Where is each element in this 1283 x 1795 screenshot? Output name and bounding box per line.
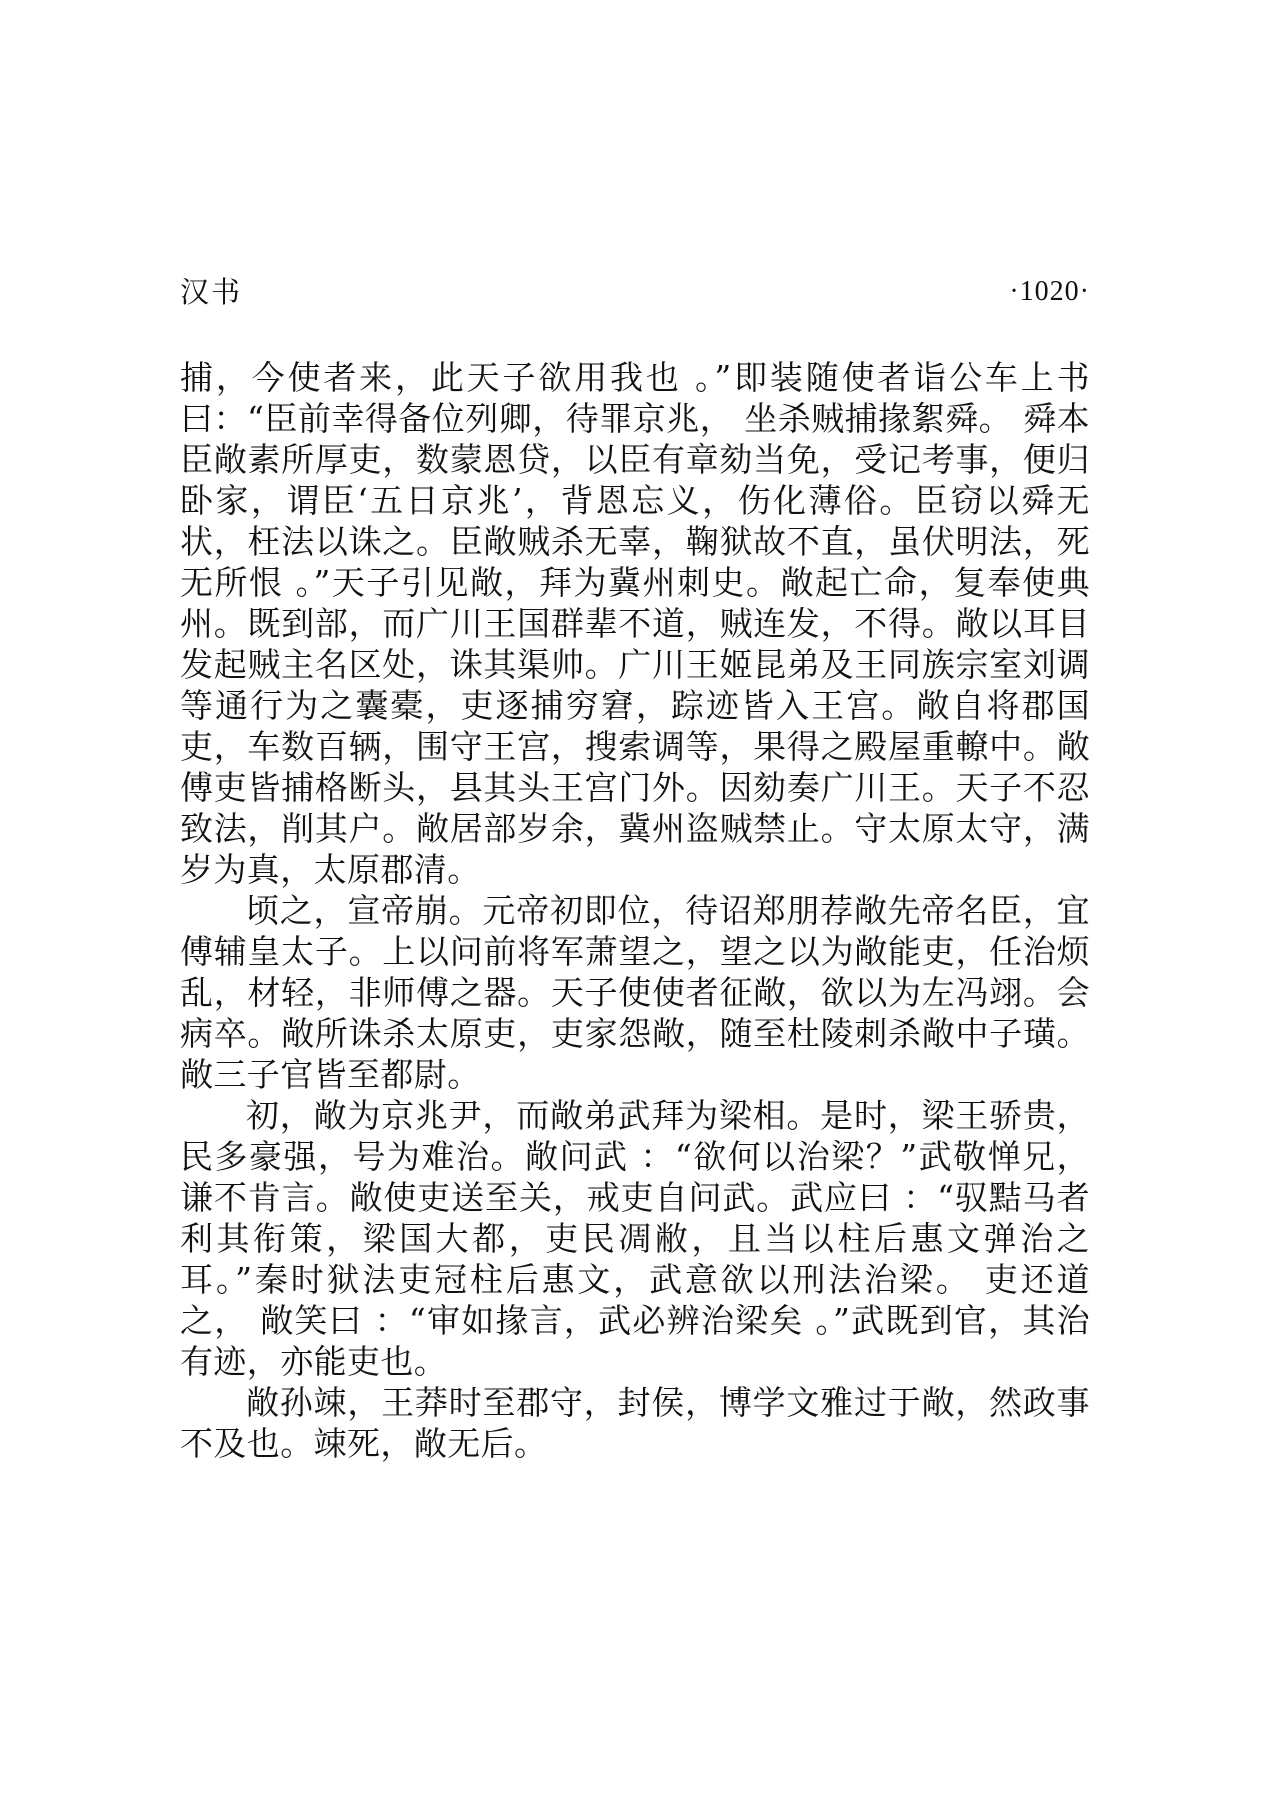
- book-title: 汉书: [180, 275, 243, 309]
- paragraph: 敞孙竦，王莽时至郡守，封侯，博学文雅过于敞，然政事不及也。竦死，敞无后。: [180, 1383, 1090, 1463]
- paragraph: 顷之，宣帝崩。元帝初即位，待诏郑朋荐敞先帝名臣，宜傅辅皇太子。上以问前将军萧望之，望之以为敞能吏，任治烦乱，材轻，非师傅之器。天子使使者征敞，欲以为左冯翊。会病卒。敞所诛杀太原吏，吏家怨敞，随至杜陵刺杀敞中子璜。敞三子官皆至都尉。: [180, 891, 1090, 1094]
- page-number: ·1020·: [1009, 276, 1090, 307]
- paragraph: 初，敞为京兆尹，而敞弟武拜为梁相。是时，梁王骄贵，民多豪强，号为难治。敞问武 ：“欲何以治梁？”武敬惮兄，谦不肯言。敞使吏送至关，戒吏自问武。武应曰 ：“驭黠马者利其衔策，梁国大都，吏民凋敝，且当以柱后惠文弹治之耳。”秦时狱法吏冠柱后惠文，武意欲以刑法治梁。 吏还道之， 敞笑曰 ：“审如掾言，武必辨治梁矣 。”武既到官，其治有迹，亦能吏也。: [180, 1096, 1090, 1381]
- running-header: [180, 272, 1090, 312]
- body-text: [180, 357, 1090, 1464]
- paragraph-continuation: 捕，今使者来，此天子欲用我也 。”即装随使者诣公车上书曰：“臣前幸得备位列卿，待罪京兆， 坐杀贼捕掾絮舜。 舜本臣敞素所厚吏，数蒙恩贷，以臣有章劾当免，受记考事，便归卧家，谓臣‘五日京兆’，背恩忘义，伤化薄俗。臣窃以舜无状，枉法以诛之。臣敞贼杀无辜，鞠狱故不直，虽伏明法，死无所恨 。”天子引见敞，拜为冀州刺史。敞起亡命，复奉使典州。既到部，而广川王国群辈不道，贼连发，不得。敞以耳目发起贼主名区处，诛其渠帅。广川王姬昆弟及王同族宗室刘调等通行为之囊橐，吏逐捕穷窘，踪迹皆入王宫。敞自将郡国吏，车数百辆，围守王宫，搜索调等，果得之殿屋重轑中。敞傅吏皆捕格断头，县其头王宫门外。因劾奏广川王。天子不忍致法，削其户。敞居部岁余，冀州盗贼禁止。守太原太守，满岁为真，太原郡清。: [180, 358, 1090, 889]
